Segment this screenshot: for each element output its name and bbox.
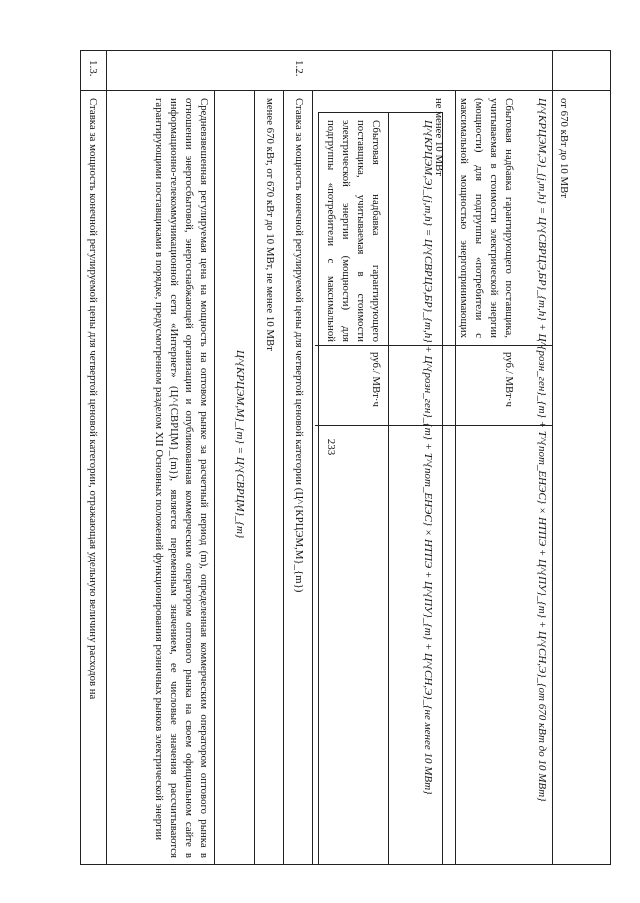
- table-border-left: [80, 50, 611, 51]
- inner-box-left: [319, 112, 443, 113]
- range-label: от 670 кВт до 10 МВт: [558, 98, 570, 199]
- average-price-description: Средневзвешенная регулируемая цена на мощность на оптовом рынке за расчетный период (m), определенная коммерческим оператором оптового рынка в отношении энергосбытовой, энергоснабжающей организации и опубликованная коммерческим оператором оптового рынка на своем официальном сайте в информационно-телекоммуникационной сети «Интернет» (Ц^{СВРЦМ}_{m}), является переменным значением, ее числовые значения рассчитываются гарантирующими поставщиками в порядке, предусмотренном разделом XII Основных положений функционирования розничных рынков электрической энергии: [153, 98, 210, 858]
- row-separator: [283, 90, 284, 865]
- formula-capacity-price: Ц^{КРЦЭМ,М}_{m} = Ц^{СВРЦМ}_{m}: [234, 350, 246, 539]
- row-number: 1.3.: [87, 60, 99, 77]
- column-separator: [80, 90, 611, 91]
- markup-description-670-10: Сбытовая надбавка гарантирующего поставщика, учитываемая в стоимости электрической энергии (мощности) для подгруппы «потребители с максимальной мощностью энергопринимающих: [458, 98, 515, 338]
- table-border-top: [610, 50, 611, 865]
- row-separator: [312, 90, 313, 865]
- formula-price-not-less-10: Ц^{КРЦЭМ,Э}_{j,m,h} = Ц^{СВРЦЭ,БР}_{m,h} + Ц^{розн_ген}_{m} + T^{пот_ЕНЭС} × НТПЭ + Ц^{ПУ}_{m} + Ц^{СН,Э}_{не менее 10 МВт}: [422, 120, 434, 795]
- formula-price-670-10: Ц^{КРЦЭМ,Э}_{j,m,h} = Ц^{СВРЦЭ,БР}_{m,h} + Ц^{розн_ген}_{m} + T^{пот_ЕНЭС} × НТПЭ + Ц^{ПУ}_{m} + Ц^{СН,Э}_{от 670 кВт до 10 МВт}: [536, 98, 548, 802]
- range-label: менее 670 кВт, от 670 кВт до 10 МВт, не менее 10 МВт: [264, 98, 276, 351]
- row-separator: [254, 90, 255, 865]
- unit-label: руб./ МВт·ч: [503, 352, 515, 407]
- row-separator: [552, 50, 553, 865]
- row-separator: [106, 50, 107, 865]
- inner-box-bottom: [318, 112, 319, 865]
- markup-description-not-less-10: Сбытовая надбавка гарантирующего поставщика, учитываемая в стоимости электрической энергии (мощности) для подгруппы «потребители с максимальной: [325, 120, 382, 342]
- rotated-table: [80, 50, 611, 865]
- inner-box-mid: [388, 112, 389, 865]
- range-label: не менее 10 МВт: [433, 98, 445, 176]
- page-number: 233: [325, 438, 337, 456]
- row-separator: [214, 90, 215, 865]
- capacity-rate-title-1-3: Ставка за мощность конечной регулируемой цены для четвертой ценовой категории, отражающая удельную величину расходов на: [87, 98, 99, 700]
- row-separator: [455, 90, 456, 865]
- unit-label: руб./ МВт·ч: [370, 352, 382, 407]
- table-border-bottom: [80, 50, 81, 865]
- row-number: 1.2.: [293, 60, 305, 77]
- table-border-right: [80, 864, 611, 865]
- capacity-rate-title: Ставка за мощность конечной регулируемой цены для четвертой ценовой категории (Ц^{КРЦЭМ,М}_{m}): [293, 98, 305, 593]
